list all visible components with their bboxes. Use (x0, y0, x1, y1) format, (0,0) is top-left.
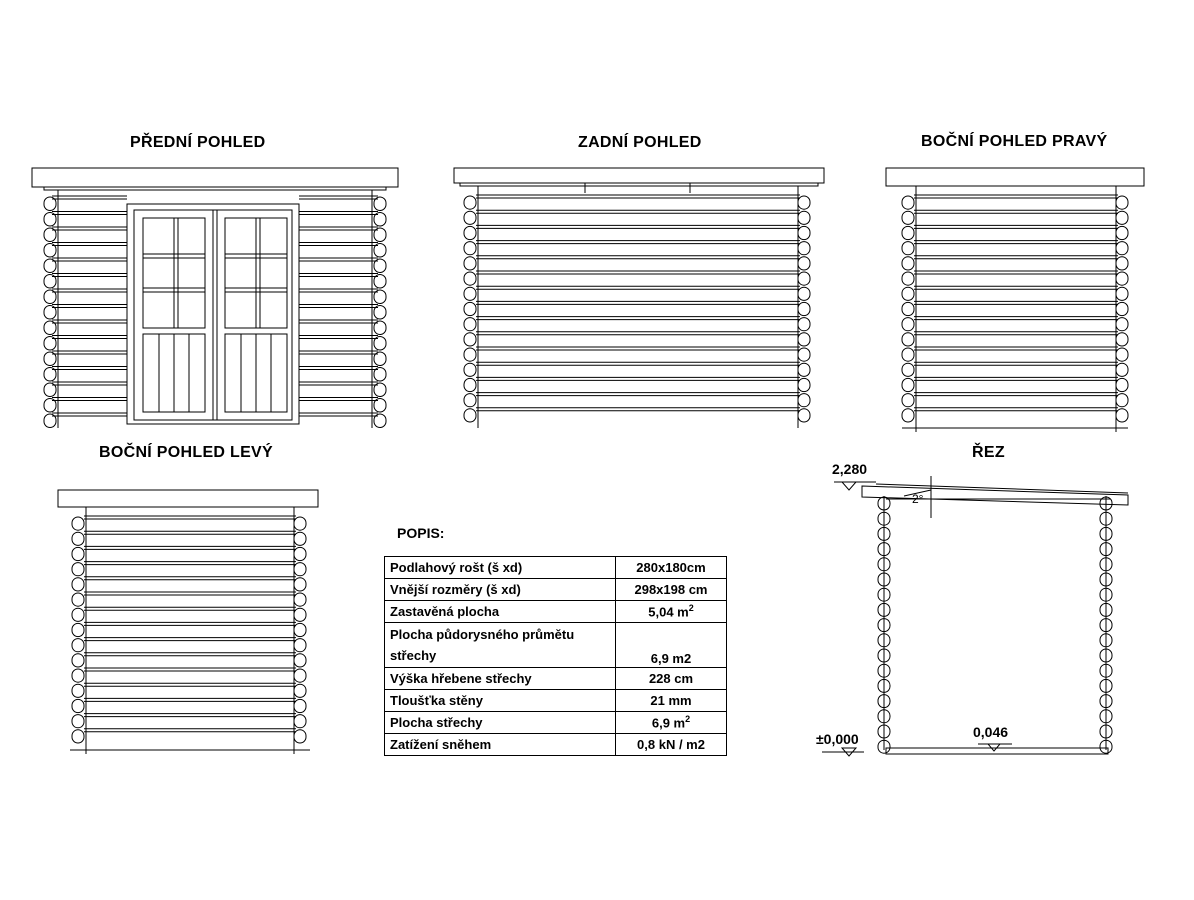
spec-value: 6,9 m (651, 715, 686, 731)
roof-angle-label: 2° (912, 492, 924, 506)
title-section-view: ŘEZ (972, 444, 1005, 461)
spec-value: 280x180cm (616, 557, 727, 579)
spec-table (384, 556, 727, 756)
level-top-label: 2,280 (832, 461, 868, 477)
level-zero-label: ±0,000 (816, 731, 859, 747)
table-row (385, 690, 727, 712)
side-left-elevation (58, 490, 318, 754)
section-drawing (822, 476, 1128, 756)
spec-value: 21 mm (616, 690, 727, 712)
table-row (385, 712, 727, 734)
spec-value: 298x198 cm (616, 579, 727, 601)
title-rear-view: ZADNÍ POHLED (578, 134, 702, 151)
spec-value: 0,8 kN / m2 (616, 734, 727, 756)
title-front-view: PŘEDNÍ POHLED (130, 134, 266, 151)
spec-label: Vnější rozměry (š xd) (385, 579, 616, 601)
table-row (385, 668, 727, 690)
table-row (385, 601, 727, 623)
spec-value-sup: 2 (688, 603, 694, 614)
table-row (385, 579, 727, 601)
spec-label: Zastavěná plocha (385, 601, 616, 623)
popis-heading: POPIS: (397, 525, 445, 541)
table-row (385, 557, 727, 579)
spec-label: Výška hřebene střechy (385, 668, 616, 690)
rear-elevation (454, 168, 824, 428)
spec-value: 5,04 m (648, 604, 689, 620)
spec-label: Plocha půdorysného průmětu střechy (385, 623, 616, 668)
side-right-elevation (886, 168, 1144, 432)
spec-label: Podlahový rošt (š xd) (385, 557, 616, 579)
spec-value-with-sup (616, 712, 727, 734)
title-side-left-view: BOČNÍ POHLED LEVÝ (99, 444, 274, 461)
spec-value: 228 cm (616, 668, 727, 690)
spec-label: Plocha střechy (385, 712, 616, 734)
spec-label: Zatížení sněhem (385, 734, 616, 756)
table-row (385, 623, 727, 668)
spec-value-sup: 2 (685, 714, 691, 725)
title-side-right-view: BOČNÍ POHLED PRAVÝ (921, 133, 1108, 150)
spec-value: 6,9 m2 (616, 623, 727, 668)
table-row (385, 734, 727, 756)
front-elevation (32, 168, 398, 428)
spec-label: Tloušťka stěny (385, 690, 616, 712)
level-floor-label: 0,046 (973, 724, 1009, 740)
spec-value-with-sup (616, 601, 727, 623)
